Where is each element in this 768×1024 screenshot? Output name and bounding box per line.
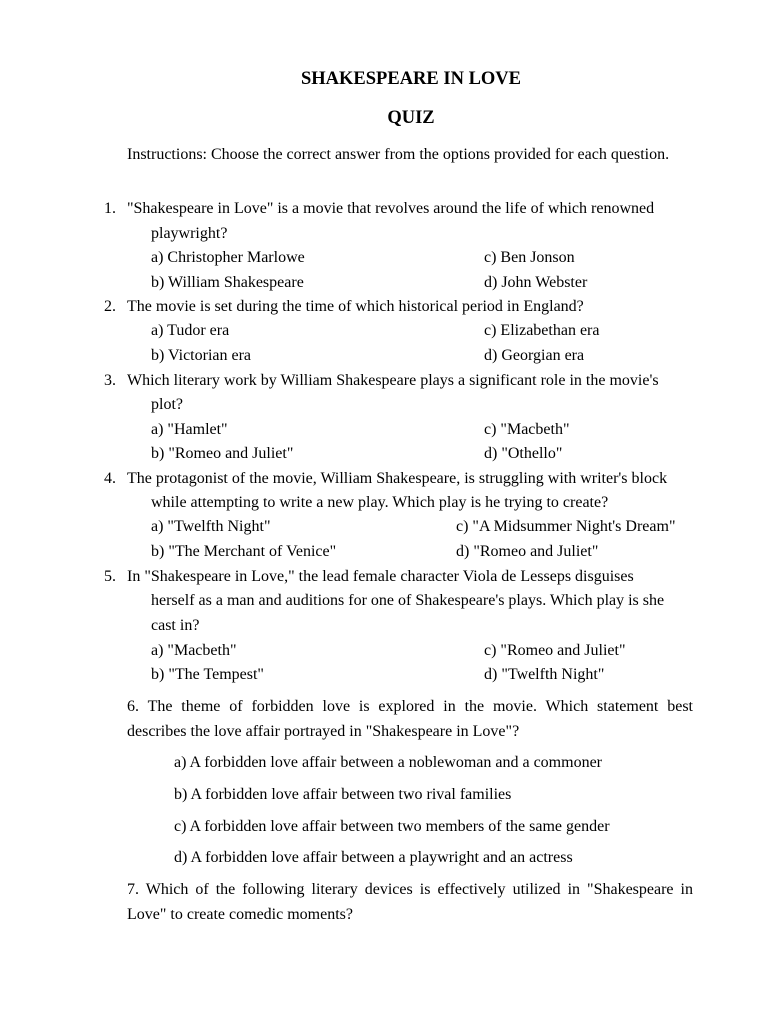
question-text-continued: herself as a man and auditions for one of Shakespeare's plays. Which play is she <box>151 592 665 609</box>
option-c: c) A forbidden love affair between two members of the same gender <box>174 818 610 835</box>
option-d: d) "Romeo and Juliet" <box>456 543 599 560</box>
page-title: SHAKESPEARE IN LOVE <box>301 69 521 89</box>
question-text: Which literary work by William Shakespeare plays a significant role in the movie's <box>127 372 659 389</box>
page-subtitle: QUIZ <box>387 108 435 128</box>
option-c: c) Ben Jonson <box>484 249 575 266</box>
question-number: 1. <box>104 200 116 217</box>
option-a: a) A forbidden love affair between a noblewoman and a commoner <box>174 754 602 771</box>
option-c: c) "A Midsummer Night's Dream" <box>456 518 676 535</box>
option-d: d) "Othello" <box>484 445 563 462</box>
option-d: d) John Webster <box>484 274 588 291</box>
option-d: d) "Twelfth Night" <box>484 666 605 683</box>
option-d: d) A forbidden love affair between a playwright and an actress <box>174 849 573 866</box>
question-number: 5. <box>104 568 116 585</box>
option-b: b) "The Merchant of Venice" <box>151 543 337 560</box>
question-text-continued: while attempting to write a new play. Which play is he trying to create? <box>151 494 609 511</box>
question-text: "Shakespeare in Love" is a movie that revolves around the life of which renowned <box>127 200 655 217</box>
question-number: 4. <box>104 470 116 487</box>
option-b: b) "The Tempest" <box>151 666 264 683</box>
option-b: b) "Romeo and Juliet" <box>151 445 294 462</box>
option-b: b) William Shakespeare <box>151 274 304 291</box>
question-number: 2. <box>104 298 116 315</box>
question-text-continued: cast in? <box>151 617 200 634</box>
option-b: b) A forbidden love affair between two rival families <box>174 786 512 803</box>
option-a: a) Tudor era <box>151 322 230 339</box>
instructions: Instructions: Choose the correct answer from the options provided for each question. <box>127 146 670 163</box>
question-text-continued: playwright? <box>151 225 228 242</box>
option-d: d) Georgian era <box>484 347 585 364</box>
option-c: c) "Macbeth" <box>484 421 570 438</box>
option-c: c) "Romeo and Juliet" <box>484 642 626 659</box>
question-text-continued: plot? <box>151 396 183 413</box>
question-text: 6. The theme of forbidden love is explored in the movie. Which statement best describes the love affair portrayed in "Shakespeare in Love"? <box>127 698 693 740</box>
question-number: 3. <box>104 372 116 389</box>
question-text: 7. Which of the following literary devices is effectively utilized in "Shakespeare in Love" to create comedic moments? <box>127 881 693 923</box>
option-c: c) Elizabethan era <box>484 322 600 339</box>
option-b: b) Victorian era <box>151 347 252 364</box>
option-a: a) Christopher Marlowe <box>151 249 305 266</box>
question-text: The movie is set during the time of which historical period in England? <box>127 298 584 315</box>
question-text: The protagonist of the movie, William Shakespeare, is struggling with writer's block <box>127 470 668 487</box>
option-a: a) "Twelfth Night" <box>151 518 271 535</box>
option-a: a) "Hamlet" <box>151 421 228 438</box>
question-text: In "Shakespeare in Love," the lead female character Viola de Lesseps disguises <box>127 568 634 585</box>
option-a: a) "Macbeth" <box>151 642 237 659</box>
